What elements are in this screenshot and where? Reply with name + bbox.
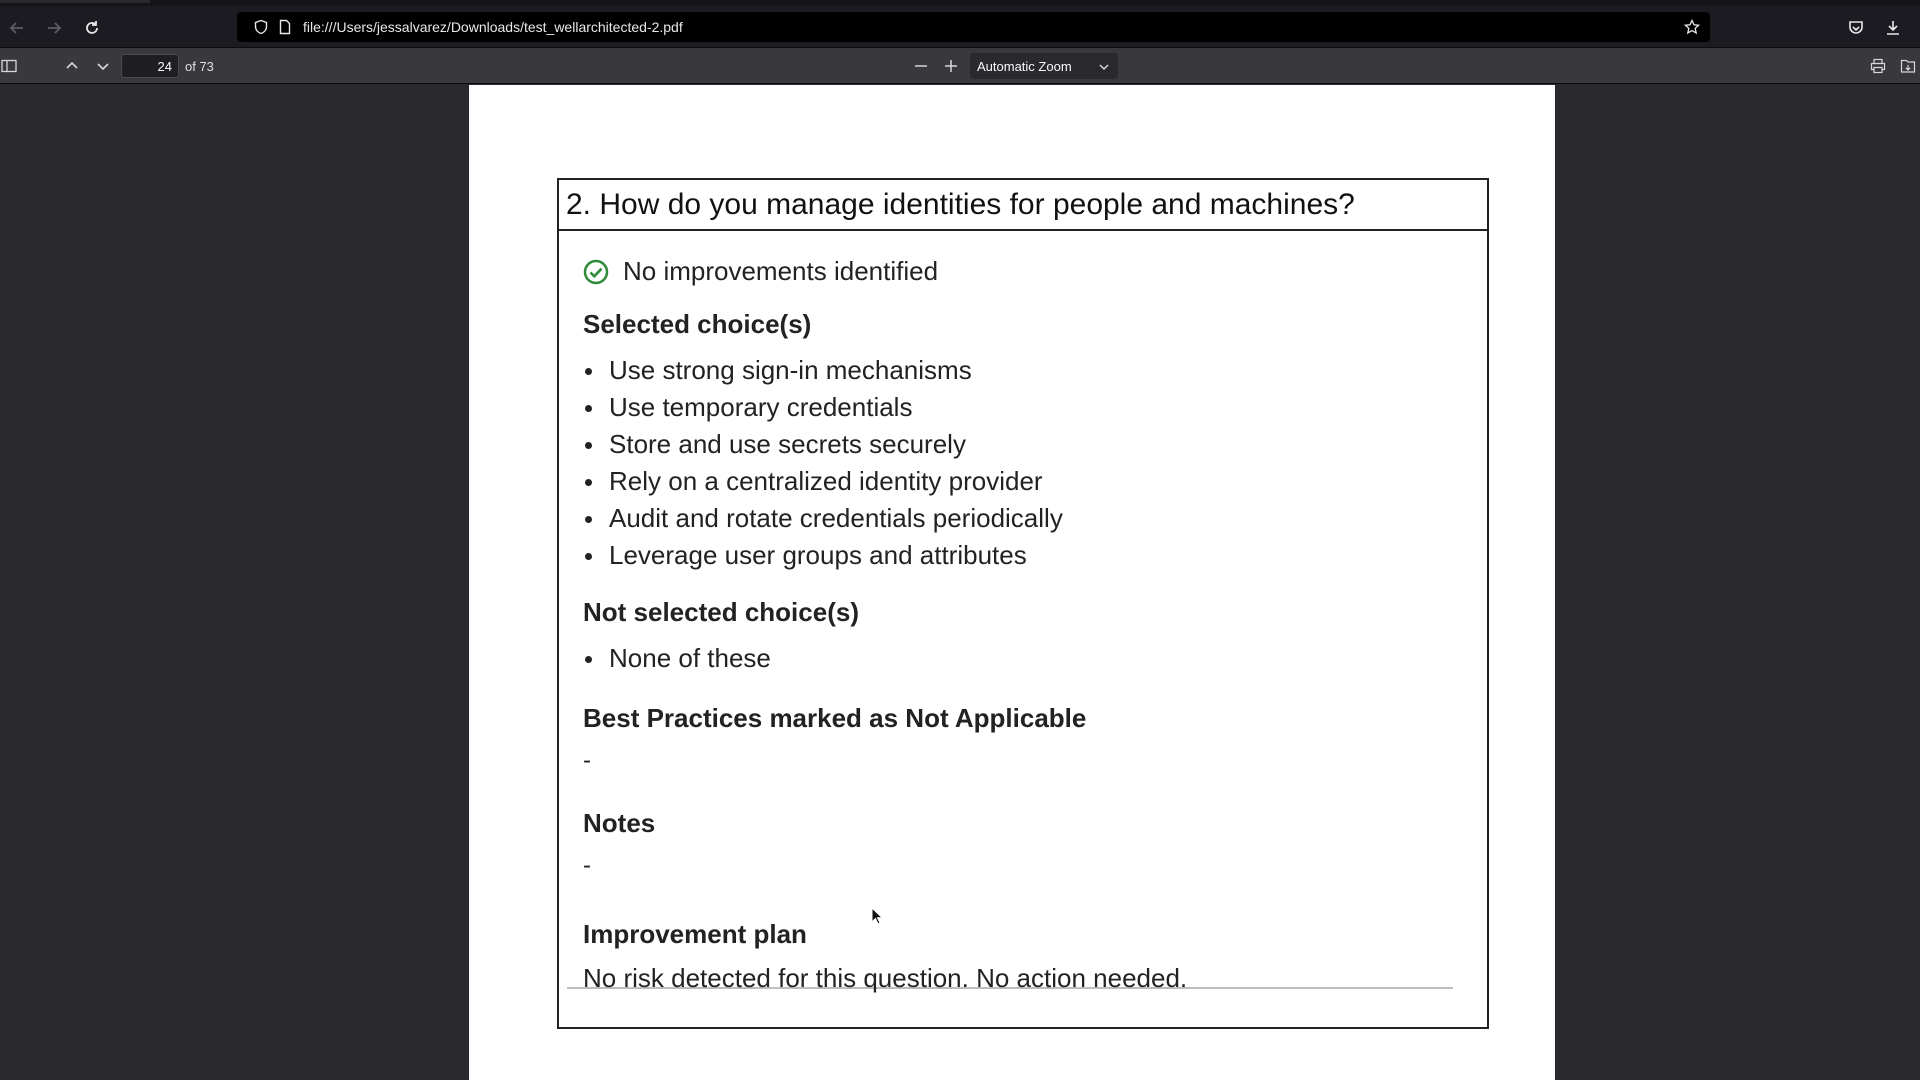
previous-page-button[interactable] (63, 57, 81, 75)
chevron-down-icon (1098, 61, 1110, 73)
zoom-out-button[interactable] (912, 57, 930, 75)
zoom-select-value: Automatic Zoom (977, 59, 1072, 74)
zoom-in-button[interactable] (942, 57, 960, 75)
page-icon (277, 19, 293, 35)
print-icon (1870, 58, 1886, 74)
list-item: Store and use secrets securely (583, 426, 1063, 463)
next-page-button[interactable] (94, 57, 112, 75)
sidebar-toggle-icon (1, 58, 17, 74)
question-box (557, 178, 1489, 1029)
list-item: Rely on a centralized identity provider (583, 463, 1063, 500)
zoom-in-icon (943, 58, 959, 74)
forward-arrow-icon (45, 19, 63, 37)
not-applicable-value: - (583, 747, 591, 774)
page-count-label: of 73 (185, 59, 214, 74)
zoom-select[interactable] (970, 53, 1118, 79)
back-button[interactable] (4, 15, 30, 41)
list-item: Leverage user groups and attributes (583, 537, 1063, 574)
zoom-out-icon (913, 58, 929, 74)
chevron-down-icon (95, 58, 111, 74)
list-item: None of these (583, 640, 771, 677)
notes-value: - (583, 852, 591, 879)
check-circle-icon (583, 259, 609, 285)
pocket-icon (1847, 19, 1865, 37)
pdf-viewer[interactable] (0, 85, 1920, 1080)
save-icon (1900, 58, 1916, 74)
download-icon (1884, 19, 1902, 37)
selected-choices-list (583, 352, 1063, 574)
pdf-page (469, 85, 1555, 1080)
address-bar[interactable] (237, 12, 1710, 42)
url-text[interactable]: file:///Users/jessalvarez/Downloads/test_wellarchitected-2.pdf (303, 19, 683, 35)
save-button[interactable] (1899, 57, 1917, 75)
chevron-up-icon (64, 58, 80, 74)
print-button[interactable] (1869, 57, 1887, 75)
reload-button[interactable] (79, 15, 105, 41)
reload-icon (83, 19, 101, 37)
forward-button[interactable] (41, 15, 67, 41)
list-item: Use strong sign-in mechanisms (583, 352, 1063, 389)
question-title: 2. How do you manage identities for people and machines? (559, 180, 1487, 231)
active-tab-indicator (0, 0, 150, 3)
improvement-plan-heading: Improvement plan (583, 919, 807, 949)
bookmark-star-icon[interactable] (1684, 19, 1700, 35)
list-item: Audit and rotate credentials periodically (583, 500, 1063, 537)
shield-icon[interactable] (253, 19, 269, 35)
mouse-cursor-icon (871, 907, 883, 925)
downloads-button[interactable] (1880, 15, 1906, 41)
status-row (583, 256, 938, 287)
navigation-bar (0, 6, 1920, 48)
page-number-input[interactable] (121, 54, 179, 78)
improvement-plan-text: No risk detected for this question. No action needed. (583, 963, 1188, 993)
pocket-button[interactable] (1843, 15, 1869, 41)
not-applicable-heading: Best Practices marked as Not Applicable (583, 703, 1087, 733)
sidebar-toggle-button[interactable] (0, 57, 18, 75)
list-item: Use temporary credentials (583, 389, 1063, 426)
back-arrow-icon (8, 19, 26, 37)
not-selected-heading: Not selected choice(s) (583, 597, 859, 627)
selected-choices-heading: Selected choice(s) (583, 309, 812, 339)
not-selected-list (583, 640, 771, 677)
notes-heading: Notes (583, 808, 656, 838)
pdf-toolbar (0, 48, 1920, 84)
status-text: No improvements identified (623, 256, 939, 286)
